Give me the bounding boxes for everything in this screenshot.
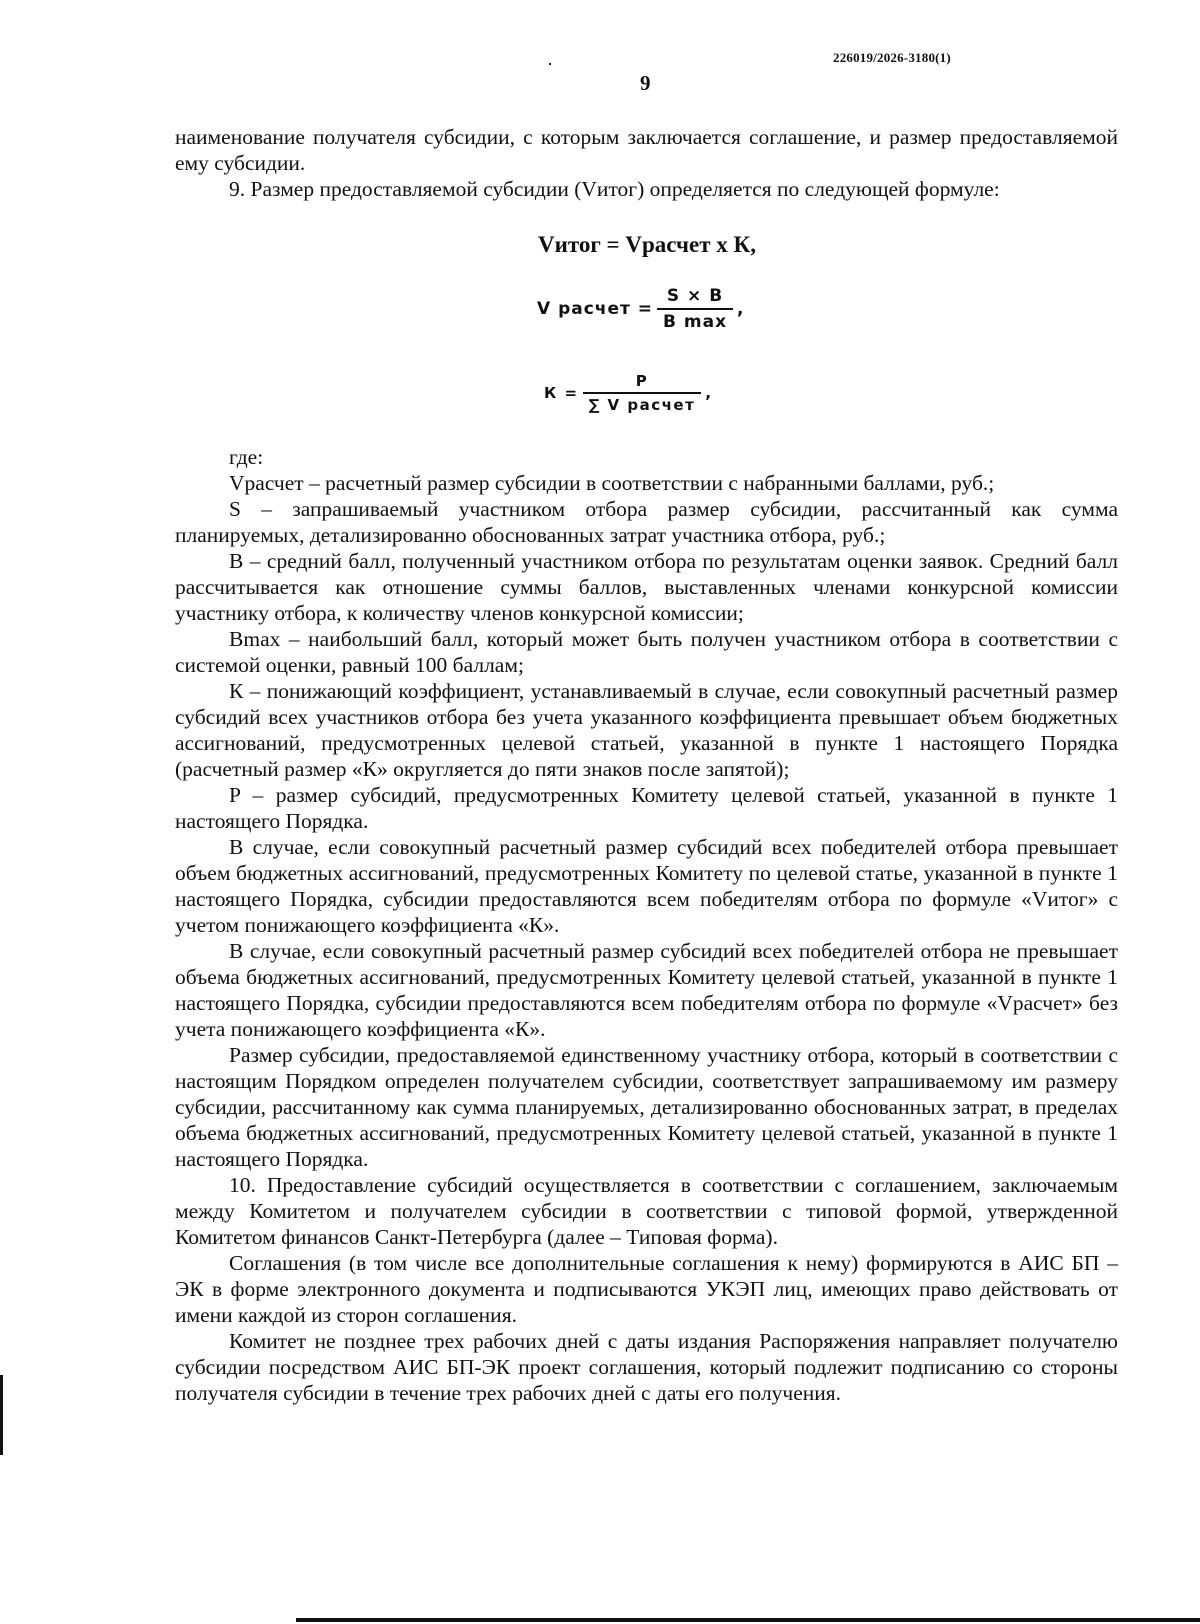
where-label: где:	[229, 445, 264, 469]
paragraph-case-not-exceeds: В случае, если совокупный расчетный размер субсидий всех победителей отбора не превышает объема бюджетных ассигнований, предусмотренных Комитету целевой статьей, указанной в пункте 1 настоящего Порядка, субсидии предоставляются всем победителям отбора по формуле «Vрасчет» без учета понижающего коэффициента «К».	[175, 939, 1118, 1041]
formula-k-comma: ,	[705, 384, 713, 402]
paragraph-agreements: Соглашения (в том числе все дополнительные соглашения к нему) формируются в АИС БП – ЭК в форме электронного документа и подписываются УКЭП лиц, имеющих право действовать от имени каждой из сторон соглашения.	[175, 1251, 1118, 1327]
definition-vraschet: Vрасчет – расчетный размер субсидии в соответствии с набранными баллами, руб.;	[229, 471, 995, 495]
top-text-block	[175, 124, 1118, 202]
scan-edge-mark	[0, 1375, 3, 1455]
formula-vraschet-comma: ,	[737, 299, 745, 319]
paragraph-item-10: 10. Предоставление субсидий осуществляется в соответствии с соглашением, заключаемым между Комитетом и получателем субсидии в соответствии с типовой формой, утвержденной Комитетом финансов Санкт-Петербурга (далее – Типовая форма).	[175, 1173, 1118, 1249]
scan-bottom-rule	[296, 1618, 1200, 1622]
definitions-and-paragraphs	[175, 444, 1118, 1406]
page-number: 9	[640, 71, 651, 95]
formula-k-denominator: ∑ V расчет	[583, 392, 702, 414]
paragraph-item-9: 9. Размер предоставляемой субсидии (Vитог) определяется по следующей формуле:	[229, 177, 1000, 201]
formula-k-numerator: P	[635, 372, 649, 390]
definition-p: P – размер субсидий, предусмотренных Комитету целевой статьей, указанной в пункте 1 настоящего Порядка.	[175, 783, 1118, 833]
formula-vraschet-fraction	[657, 286, 733, 332]
formula-vraschet-numerator: S × B	[666, 286, 724, 306]
formula-k	[544, 372, 713, 414]
document-number: 226019/2026-3180(1)	[833, 50, 951, 65]
formula-vitog: Vитог = Vрасчет х К,	[538, 232, 756, 257]
scan-speck	[549, 63, 551, 65]
formula-k-fraction	[583, 372, 702, 414]
definition-s: S – запрашиваемый участником отбора размер субсидии, рассчитанный как сумма планируемых, детализированно обоснованных затрат участника отбора, руб.;	[175, 497, 1118, 547]
paragraph-continuation: наименование получателя субсидии, с которым заключается соглашение, и размер предоставляемой ему субсидии.	[175, 125, 1118, 175]
formula-vraschet-lhs: V расчет =	[537, 299, 654, 319]
formula-k-lhs: К =	[544, 384, 579, 402]
definition-k: К – понижающий коэффициент, устанавливаемый в случае, если совокупный расчетный размер субсидий всех участников отбора без учета указанного коэффициента превышает объем бюджетных ассигнований, предусмотренных целевой статьей, указанной в пункте 1 настоящего Порядка (расчетный размер «К» округляется до пяти знаков после запятой);	[175, 679, 1118, 781]
definition-b: B – средний балл, полученный участником отбора по результатам оценки заявок. Средний балл рассчитывается как отношение суммы баллов, выставленных членами конкурсной комиссии участнику отбора, к количеству членов конкурсной комиссии;	[175, 549, 1118, 625]
paragraph-committee-deadline: Комитет не позднее трех рабочих дней с даты издания Распоряжения направляет получателю субсидии посредством АИС БП-ЭК проект соглашения, который подлежит подписанию со стороны получателя субсидии в течение трех рабочих дней с даты его получения.	[175, 1329, 1118, 1405]
paragraph-case-exceeds: В случае, если совокупный расчетный размер субсидий всех победителей отбора превышает объем бюджетных ассигнований, предусмотренных Комитету по целевой статье, указанной в пункте 1 настоящего Порядка, субсидии предоставляются всем победителям отбора по формуле «Vитог» с учетом понижающего коэффициента «К».	[175, 835, 1118, 937]
definition-bmax: Bmax – наибольший балл, который может быть получен участником отбора в соответствии с системой оценки, равный 100 баллам;	[175, 627, 1118, 677]
paragraph-single-participant: Размер субсидии, предоставляемой единственному участнику отбора, который в соответствии с настоящим Порядком определен получателем субсидии, соответствует запрашиваемому им размеру субсидии, рассчитанному как сумма планируемых, детализированно обоснованных затрат, в пределах объема бюджетных ассигнований, предусмотренных Комитету целевой статьей, указанной в пункте 1 настоящего Порядка.	[175, 1043, 1118, 1171]
formula-vraschet-denominator: B max	[657, 308, 733, 332]
formula-vraschet	[537, 286, 745, 332]
